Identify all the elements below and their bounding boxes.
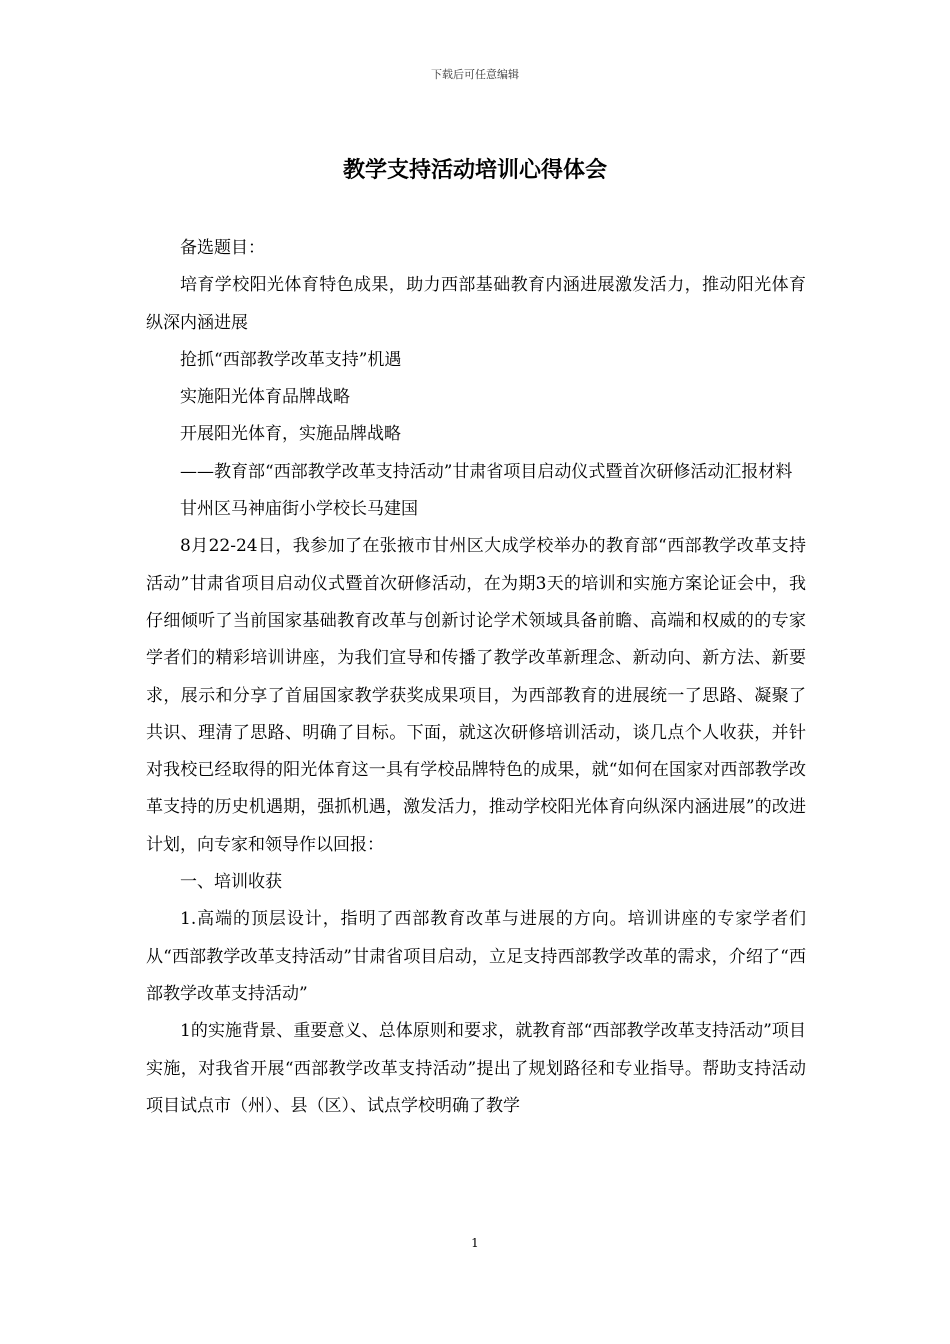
paragraph: 8月22-24日，我参加了在张掖市甘州区大成学校举办的教育部“西部教学改革支持活动”甘肃省项目启动仪式暨首次研修活动，在为期3天的培训和实施方案论证会中，我仔细倾听了当前国家基础教育改革与创新讨论学术领域具备前瞻、高端和权威的的专家学者们的精彩培训讲座，为我们宣导和传播了教学改革新理念、新动向、新方法、新要求，展示和分享了首届国家教学获奖成果项目，为西部教育的进展统一了思路、凝聚了共识、理清了思路、明确了目标。下面，就这次研修培训活动，谈几点个人收获，并针对我校已经取得的阳光体育这一具有学校品牌特色的成果，就“如何在国家对西部教学改革支持的历史机遇期，强抓机遇，激发活力，推动学校阳光体育向纵深内涵进展”的改进计划，向专家和领导作以回报：: [146, 536, 806, 855]
page-number: 1: [471, 1236, 479, 1250]
paragraph: 甘州区马神庙街小学校长马建国: [180, 499, 418, 520]
paragraph: 培育学校阳光体育特色成果，助力西部基础教育内涵进展激发活力，推动阳光体育纵深内涵进展: [146, 275, 806, 333]
page-header-note: 下载后可任意编辑: [431, 68, 519, 81]
paragraph: 1的实施背景、重要意义、总体原则和要求，就教育部“西部教学改革支持活动”项目实施，对我省开展“西部教学改革支持活动”提出了规划路径和专业指导。帮助支持活动项目试点市（州）、县（区）、试点学校明确了教学: [146, 1021, 806, 1116]
paragraph: 实施阳光体育品牌战略: [180, 387, 350, 408]
paragraph: ——教育部“西部教学改革支持活动”甘肃省项目启动仪式暨首次研修活动汇报材料: [180, 461, 793, 482]
paragraph: 开展阳光体育，实施品牌战略: [180, 424, 401, 445]
paragraph: 一、培训收获: [180, 872, 282, 893]
paragraph: 备选题目：: [180, 238, 265, 258]
paragraph: 1.高端的顶层设计，指明了西部教育改革与进展的方向。培训讲座的专家学者们从“西部教学改革支持活动”甘肃省项目启动，立足支持西部教学改革的需求，介绍了“西部教学改革支持活动”: [146, 909, 806, 1004]
document-title: 教学支持活动培训心得体会: [342, 157, 607, 183]
paragraph: 抢抓“西部教学改革支持”机遇: [180, 349, 402, 370]
document-body: [146, 230, 806, 1125]
